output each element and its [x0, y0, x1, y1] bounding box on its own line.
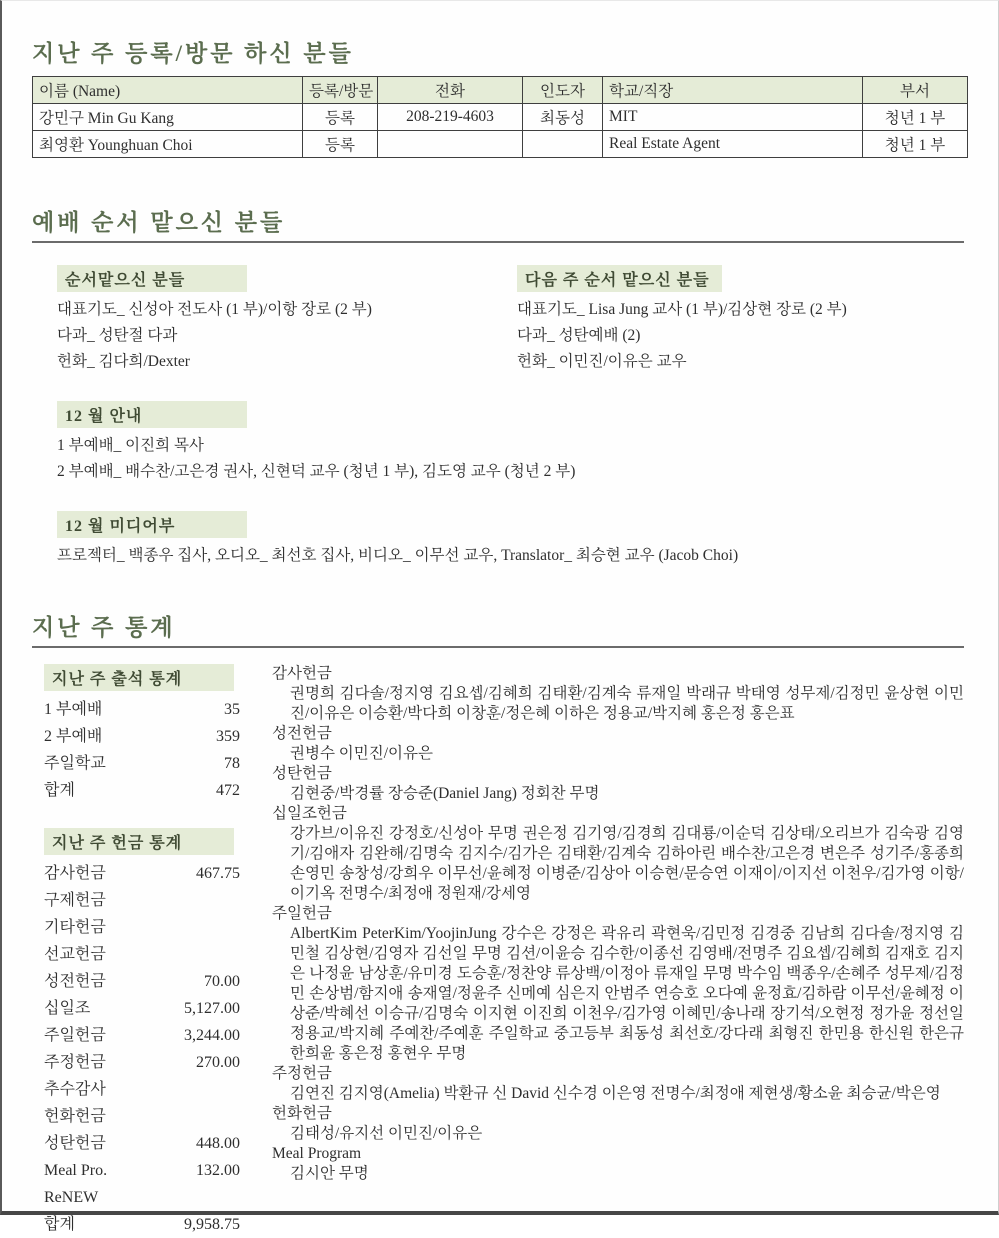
stat-label: 구제헌금	[44, 892, 106, 909]
next-week-line: 다과_ 성탄예배 (2)	[517, 327, 641, 344]
stat-value: 132.00	[196, 1162, 240, 1179]
stat-label: 추수감사	[44, 1081, 106, 1098]
statistics-section-title: 지난 주 통계	[32, 615, 176, 640]
worship-columns	[32, 265, 964, 375]
donor-names: 강가브/이유진 강정호/신성아 무명 권은정 김기영/김경희 김대룡/이순덕 김상태/오리브가 김숙광 김영기/김애자 김완해/김명숙 김지수/김가은 김태환/김계숙 김하아린 배수찬/고은경 변은주 성기주/홍종희 손영민 송창성/강희우 이무선/윤혜정 이병준/김상아 이승현/문승연 이재이/이지선 이천우/김가영 이항/이기옥 전명수/최정애 정원재/강세영	[290, 825, 964, 902]
next-week-heading: 다음 주 순서 맡으신 분들	[517, 265, 722, 292]
offering-row	[44, 1049, 240, 1076]
donor-names: 김현중/박경률 장승준(Daniel Jang) 정회찬 무명	[290, 785, 600, 802]
offering-row	[44, 968, 240, 995]
offering-row	[44, 1130, 240, 1157]
stat-label: 선교헌금	[44, 946, 106, 963]
stat-label: 1 부예배	[44, 701, 103, 718]
stat-label: 합계	[44, 1216, 75, 1233]
worship-section-title: 예배 순서 맡으신 분들	[32, 210, 286, 235]
statistics-left-column	[32, 664, 260, 1238]
stat-value: 3,244.00	[184, 1027, 240, 1044]
statistics-columns	[32, 664, 964, 1238]
visitor-school: Real Estate Agent	[603, 131, 863, 158]
donor-category: 성전헌금	[272, 725, 332, 742]
donor-names: 김연진 김지영(Amelia) 박환규 신 David 신수경 이은영 전명수/최정애 제현생/황소윤 최승균/박은영	[290, 1085, 941, 1102]
donor-names: 김시안 무명	[290, 1165, 369, 1182]
visitor-registration: 등록	[303, 131, 378, 158]
attendance-heading: 지난 주 출석 통계	[44, 664, 234, 691]
offering-row	[44, 1076, 240, 1103]
col-header-school: 학교/직장	[603, 77, 863, 104]
offering-row	[44, 914, 240, 941]
col-header-dept: 부서	[863, 77, 968, 104]
donor-names: AlbertKim PeterKim/YoojinJung 강수은 강정은 곽유리 곽현욱/김민정 김경중 김남희 김다솔/정지영 김민철 김상현/김영자 김선일 무명 김션/이윤승 김수한/이종선 김영배/전명주 김요셉/김혜희 김재호 김지은 나정윤 남상훈/유미경 도승훈/정찬양 류상백/이정아 류재일 무명 박수임 백종우/손혜주 성무제/김정민 손상범/함지애 송재열/정윤주 신메예 심은지 안범주 연승호 오다예 윤정효/김하람 이무선/윤혜정 이상준/박혜선 이승규/김명숙 이지현 이진희 이천우/김가영 이혜민/송나래 장기석/오현정 정가윤 정선일 정용교/박지혜 주예찬/주예훈 주일학교 중고등부 최동성 최선호/강다래 최형진 한민용 한신원 한은규 한희윤 홍은정 홍현우 무명	[290, 925, 964, 1062]
visitor-dept: 청년 1 부	[863, 131, 968, 158]
visitor-phone: 208-219-4603	[378, 104, 523, 131]
stat-label: 헌화헌금	[44, 1108, 106, 1125]
december-notice-line: 1 부예배_ 이진희 목사	[57, 437, 204, 454]
december-notice-block	[32, 401, 964, 485]
section-divider	[32, 241, 964, 243]
this-week-line: 대표기도_ 신성아 전도사 (1 부)/이항 장로 (2 부)	[57, 301, 372, 318]
donor-category: 주정헌금	[272, 1065, 332, 1082]
donor-names: 권명희 김다솔/정지영 김요셉/김혜희 김태환/김계숙 류재일 박래규 박태영 성무제/김정민 윤상현 이민진/이유은 이승환/박다희 이창훈/정은혜 이하은 정용교/박지혜 홍은정 홍은표	[290, 685, 964, 722]
offering-row	[44, 860, 240, 887]
stat-label: ReNEW	[44, 1189, 99, 1206]
december-media-line: 프로젝터_ 백종우 집사, 오디오_ 최선호 집사, 비디오_ 이무선 교우, Translator_ 최승현 교우 (Jacob Choi)	[57, 547, 739, 564]
donor-category: 성탄헌금	[272, 765, 332, 782]
stat-label: 성탄헌금	[44, 1135, 106, 1152]
offering-row	[44, 1157, 240, 1184]
stat-value: 270.00	[196, 1054, 240, 1071]
offering-row	[44, 1022, 240, 1049]
attendance-rows	[44, 696, 240, 804]
stat-value: 9,958.75	[184, 1216, 240, 1233]
donor-category: 십일조헌금	[272, 805, 347, 822]
offering-row	[44, 941, 240, 968]
donor-category: 감사헌금	[272, 665, 332, 682]
this-week-line: 헌화_ 김다희/Dexter	[57, 353, 190, 370]
december-media-block	[32, 511, 964, 569]
col-header-name: 이름 (Name)	[33, 77, 303, 104]
stat-value: 70.00	[204, 973, 240, 990]
donor-lists-column	[260, 664, 964, 1238]
offering-row	[44, 887, 240, 914]
col-header-phone: 전화	[378, 77, 523, 104]
stat-value: 359	[216, 728, 240, 745]
donor-names: 권병수 이민진/이유은	[290, 745, 433, 762]
december-notice-line: 2 부예배_ 배수찬/고은경 권사, 신현덕 교우 (청년 1 부), 김도영 교우 (청년 2 부)	[57, 463, 576, 480]
this-week-line: 다과_ 성탄절 다과	[57, 327, 178, 344]
stat-label: 주정헌금	[44, 1054, 106, 1071]
stat-label: 2 부예배	[44, 728, 103, 745]
offering-rows	[44, 860, 240, 1238]
attendance-row	[44, 696, 240, 723]
visitor-guide	[523, 131, 603, 158]
donor-category: Meal Program	[272, 1145, 362, 1162]
stat-value: 467.75	[196, 865, 240, 882]
stat-value: 78	[224, 755, 240, 772]
stat-label: 주일학교	[44, 755, 106, 772]
visitor-registration: 등록	[303, 104, 378, 131]
december-media-heading: 12 월 미디어부	[57, 511, 247, 538]
attendance-row	[44, 777, 240, 804]
stat-label: 감사헌금	[44, 865, 106, 882]
stat-value: 35	[224, 701, 240, 718]
visitor-school: MIT	[603, 104, 863, 131]
col-header-registration: 등록/방문	[303, 77, 378, 104]
stat-value: 5,127.00	[184, 1000, 240, 1017]
stat-value: 448.00	[196, 1135, 240, 1152]
offering-row	[44, 1103, 240, 1130]
offering-row	[44, 995, 240, 1022]
stat-value: 472	[216, 782, 240, 799]
december-notice-heading: 12 월 안내	[57, 401, 247, 428]
visitor-name: 최영환 Younghuan Choi	[33, 131, 303, 158]
donor-category: 주일헌금	[272, 905, 332, 922]
next-week-line: 헌화_ 이민진/이유은 교우	[517, 353, 687, 370]
stat-label: Meal Pro.	[44, 1162, 108, 1179]
attendance-row	[44, 750, 240, 777]
visitors-table-header-row	[33, 77, 968, 104]
visitors-section-title: 지난 주 등록/방문 하신 분들	[32, 41, 354, 66]
visitors-table	[32, 76, 968, 158]
col-header-guide: 인도자	[523, 77, 603, 104]
stat-label: 성전헌금	[44, 973, 106, 990]
next-week-block	[497, 265, 964, 375]
stat-label: 주일헌금	[44, 1027, 106, 1044]
attendance-row	[44, 723, 240, 750]
donor-category: 헌화헌금	[272, 1105, 332, 1122]
donor-names: 김태성/유지선 이민진/이유은	[290, 1125, 483, 1142]
table-row	[33, 104, 968, 131]
visitor-guide: 최동성	[523, 104, 603, 131]
stat-label: 기타헌금	[44, 919, 106, 936]
offering-row	[44, 1184, 240, 1211]
visitor-name: 강민구 Min Gu Kang	[33, 104, 303, 131]
offering-heading: 지난 주 헌금 통계	[44, 828, 234, 855]
visitor-phone	[378, 131, 523, 158]
visitor-dept: 청년 1 부	[863, 104, 968, 131]
offering-row	[44, 1211, 240, 1238]
this-week-block	[32, 265, 497, 375]
table-row	[33, 131, 968, 158]
section-divider	[32, 646, 964, 648]
this-week-heading: 순서맡으신 분들	[57, 265, 247, 292]
stat-label: 십일조	[44, 1000, 91, 1017]
next-week-line: 대표기도_ Lisa Jung 교사 (1 부)/김상현 장로 (2 부)	[517, 301, 847, 318]
stat-label: 합계	[44, 782, 75, 799]
